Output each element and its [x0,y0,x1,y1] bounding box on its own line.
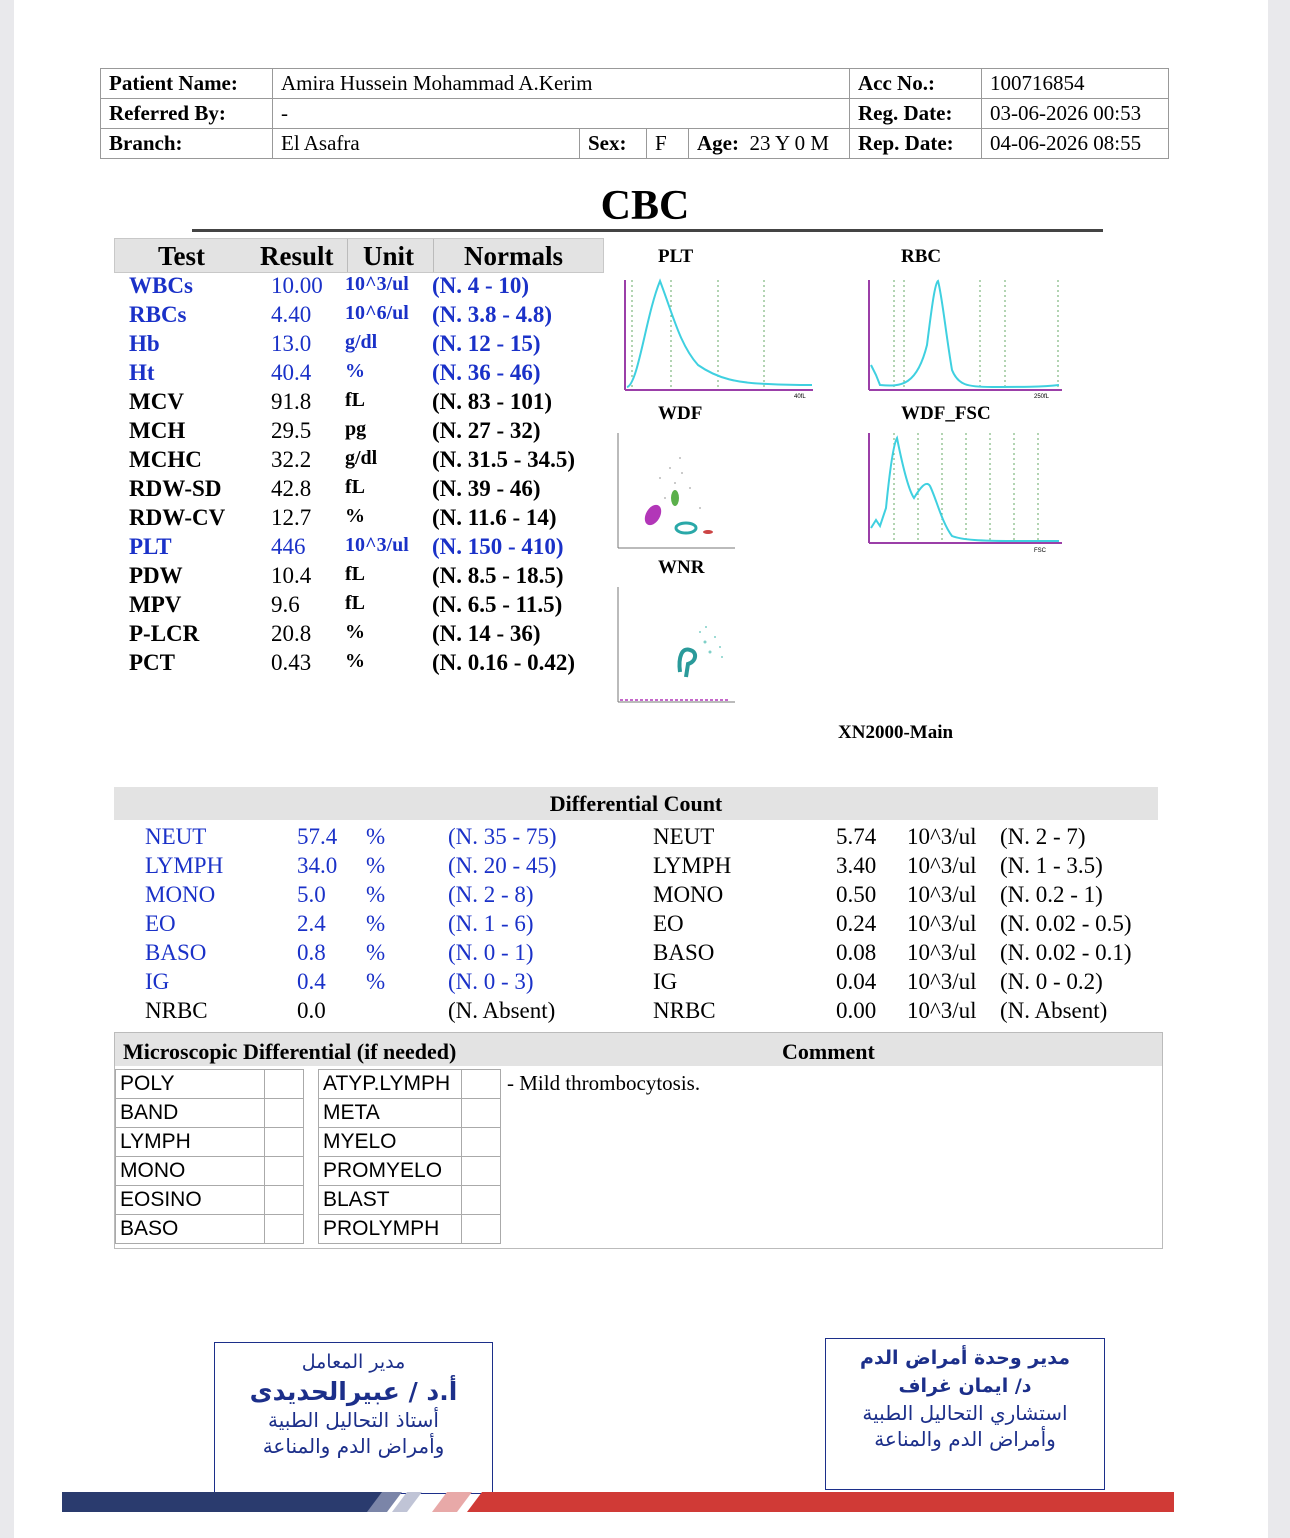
left-stamp-title1: أستاذ التحاليل الطبية [268,1408,439,1432]
differential-row [114,824,1164,853]
cell-value[interactable] [265,1099,304,1128]
diff-pct: 0.8 [297,940,326,965]
report-title: CBC [600,183,690,229]
fsc-axis-label: FSC [1034,548,1046,553]
diff-pct: 0.0 [297,998,326,1023]
microscopic-table [115,1069,501,1244]
cell-label: MYELO [319,1128,462,1157]
cbc-row [114,418,602,447]
microscopic-section [114,1032,1163,1249]
cell-gap [304,1215,319,1244]
cell-label: POLY [116,1070,265,1099]
col-result: Result [260,241,334,271]
referred-by: - [273,99,850,129]
cell-value[interactable] [265,1070,304,1099]
test-result: 42.8 [271,476,312,501]
col-normals: Normals [464,241,563,271]
test-name: RDW-CV [129,505,226,530]
test-name: WBCs [129,273,193,298]
diff-pct: 0.4 [297,969,326,994]
diff-abs-name: MONO [653,882,724,907]
test-normal: (N. 3.8 - 4.8) [432,302,553,327]
wnr-label: WNR [658,557,705,578]
diff-abs-unit: 10^3/ul [907,969,977,994]
cell-label: PROLYMPH [319,1215,462,1244]
diff-abs-name: BASO [653,940,715,965]
cell-label: EOSINO [116,1186,265,1215]
diff-abs: 0.04 [836,969,877,994]
diff-abs-normal: (N. 0.02 - 0.5) [1000,911,1132,936]
diff-pct-normal: (N. 1 - 6) [448,911,534,936]
test-name: PLT [129,534,172,559]
microscopic-row [116,1070,501,1099]
col-unit: Unit [363,241,415,271]
test-result: 20.8 [271,621,312,646]
cbc-row [114,273,602,302]
diff-pct-unit: % [366,824,386,849]
test-result: 13.0 [271,331,312,356]
test-name: P-LCR [129,621,200,646]
diff-name: NEUT [145,824,207,849]
test-unit: 10^6/ul [345,302,409,324]
diff-pct-normal: (N. 35 - 75) [448,824,557,849]
microscopic-row [116,1157,501,1186]
reg-date-label: Reg. Date: [850,99,982,129]
test-unit: 10^3/ul [345,273,409,295]
cell-label: MONO [116,1157,265,1186]
cell-label: LYMPH [116,1128,265,1157]
diff-name: LYMPH [145,853,224,878]
test-unit: g/dl [345,331,378,353]
cell-gap [304,1070,319,1099]
cbc-row [114,534,602,563]
test-unit: % [345,360,365,382]
cell-label: META [319,1099,462,1128]
test-name: MPV [129,592,182,617]
test-normal: (N. 31.5 - 34.5) [432,447,576,472]
test-name: Hb [129,331,160,356]
right-stamp-role: مدير وحدة أمراض الدم [860,1347,1070,1369]
differential-row [114,998,1164,1027]
test-result: 40.4 [271,360,312,385]
cbc-row [114,563,602,592]
diff-abs-name: NEUT [653,824,715,849]
test-normal: (N. 6.5 - 11.5) [432,592,563,617]
cell-value[interactable] [462,1070,501,1099]
rep-date: 04-06-2026 08:55 [982,129,1169,159]
cbc-row [114,331,602,360]
plt-histogram [618,275,818,400]
diff-name: MONO [145,882,216,907]
test-unit: % [345,505,365,527]
differential-row [114,940,1164,969]
rbc-hist-label: RBC [901,246,942,267]
cell-gap [304,1157,319,1186]
cbc-row [114,621,602,650]
microscopic-header [115,1033,1162,1066]
differential-row [114,911,1164,940]
test-name: MCHC [129,447,202,472]
diff-abs-unit: 10^3/ul [907,911,977,936]
cell-value[interactable] [265,1128,304,1157]
patient-header-table [100,68,1169,159]
test-result: 10.00 [271,273,323,298]
cell-gap [304,1099,319,1128]
diff-name: BASO [145,940,207,965]
test-unit: fL [345,563,365,585]
microscopic-row [116,1099,501,1128]
patient-name: Amira Hussein Mohammad A.Kerim [273,69,850,99]
cell-gap [304,1128,319,1157]
test-name: MCH [129,418,186,443]
diff-pct-unit: % [366,853,386,878]
test-name: MCV [129,389,184,414]
cbc-row [114,360,602,389]
plt-hist-label: PLT [658,246,694,267]
diff-pct: 34.0 [297,853,338,878]
test-unit: fL [345,389,365,411]
patient-name-label: Patient Name: [101,69,273,99]
diff-abs: 0.00 [836,998,877,1023]
wdf-fsc-histogram [862,428,1067,553]
diff-pct: 2.4 [297,911,326,936]
acc-no-label: Acc No.: [850,69,982,99]
diff-abs-normal: (N. Absent) [1000,998,1108,1023]
viewer-edge-left [0,0,14,1538]
cell-value[interactable] [462,1215,501,1244]
diff-abs-unit: 10^3/ul [907,853,977,878]
diff-pct-normal: (N. 2 - 8) [448,882,534,907]
diff-abs-unit: 10^3/ul [907,940,977,965]
diff-name: EO [145,911,176,936]
wdf-fsc-label: WDF_FSC [901,403,991,424]
diff-name: NRBC [145,998,208,1023]
test-result: 4.40 [271,302,312,327]
differential-row [114,882,1164,911]
diff-abs-name: LYMPH [653,853,732,878]
test-normal: (N. 36 - 46) [432,360,541,385]
acc-no: 100716854 [982,69,1169,99]
right-stamp-title1: استشاري التحاليل الطبية [862,1401,1068,1425]
diff-abs-normal: (N. 0.2 - 1) [1000,882,1103,907]
diff-abs-normal: (N. 2 - 7) [1000,824,1086,849]
cell-label: BASO [116,1215,265,1244]
reg-date: 03-06-2026 00:53 [982,99,1169,129]
cbc-row [114,476,602,505]
diff-abs-name: NRBC [653,998,716,1023]
cell-label: BAND [116,1099,265,1128]
cell-value[interactable] [265,1215,304,1244]
wdf-scattergram [610,428,740,553]
test-result: 32.2 [271,447,312,472]
col-test: Test [158,241,206,271]
diff-abs-unit: 10^3/ul [907,998,977,1023]
test-normal: (N. 14 - 36) [432,621,541,646]
diff-name: IG [145,969,170,994]
diff-abs-normal: (N. 0.02 - 0.1) [1000,940,1132,965]
microscopic-row [116,1186,501,1215]
test-result: 10.4 [271,563,312,588]
test-unit: % [345,650,365,672]
test-unit: pg [345,418,367,440]
test-result: 12.7 [271,505,312,530]
test-result: 29.5 [271,418,312,443]
diff-abs: 0.24 [836,911,877,936]
diff-pct-unit: % [366,969,386,994]
signature-stamp-right [825,1338,1105,1490]
cell-value[interactable] [462,1186,501,1215]
diff-abs-normal: (N. 0 - 0.2) [1000,969,1103,994]
diff-abs: 0.50 [836,882,877,907]
test-result: 9.6 [271,592,300,617]
comment-title: Comment [782,1039,875,1064]
diff-pct-unit: % [366,911,386,936]
age-label: Age: [697,131,739,155]
diff-abs-normal: (N. 1 - 3.5) [1000,853,1103,878]
cell-value[interactable] [265,1186,304,1215]
test-name: RDW-SD [129,476,222,501]
title-rule [192,229,1103,232]
cbc-row [114,592,602,621]
microscopic-row [116,1128,501,1157]
rbc-axis-label: 250fL [1034,394,1050,400]
left-stamp-name: أ.د / عبيرالحديدى [249,1377,458,1406]
test-normal: (N. 39 - 46) [432,476,541,501]
test-unit: 10^3/ul [345,534,409,556]
test-name: PDW [129,563,183,588]
test-unit: fL [345,476,365,498]
test-normal: (N. 8.5 - 18.5) [432,563,564,588]
cbc-row [114,389,602,418]
test-unit: % [345,621,365,643]
differential-header: Differential Count [114,787,1158,820]
diff-abs-name: IG [653,969,678,994]
test-normal: (N. 27 - 32) [432,418,541,443]
viewer-edge-right [1268,0,1290,1538]
diff-pct-normal: (N. Absent) [448,998,556,1023]
branch-label: Branch: [101,129,273,159]
differential-row [114,853,1164,882]
test-name: RBCs [129,302,187,327]
cbc-row [114,505,602,534]
cell-value[interactable] [462,1099,501,1128]
plt-axis-label: 40fL [794,394,806,400]
diff-abs-unit: 10^3/ul [907,824,977,849]
diff-abs: 3.40 [836,853,877,878]
cell-gap [304,1186,319,1215]
test-normal: (N. 4 - 10) [432,273,530,298]
differential-row [114,969,1164,998]
footer-color-bar [62,1492,1174,1512]
cell-label: PROMYELO [319,1157,462,1186]
left-stamp-title2: وأمراض الدم والمناعة [262,1434,445,1458]
test-result: 91.8 [271,389,312,414]
diff-pct-normal: (N. 20 - 45) [448,853,557,878]
branch: El Asafra [273,129,580,159]
diff-abs-unit: 10^3/ul [907,882,977,907]
test-normal: (N. 12 - 15) [432,331,541,356]
diff-pct-normal: (N. 0 - 1) [448,940,534,965]
wdf-label: WDF [658,403,703,424]
test-unit: fL [345,592,365,614]
right-stamp-title2: وأمراض الدم والمناعة [874,1427,1056,1451]
microscopic-row [116,1215,501,1244]
left-stamp-role: مدير المعامل [301,1351,406,1373]
test-result: 0.43 [271,650,312,675]
cbc-row [114,650,602,679]
wnr-scattergram [610,582,740,707]
test-name: PCT [129,650,175,675]
rbc-histogram [862,275,1067,400]
sex: F [647,129,689,159]
rep-date-label: Rep. Date: [850,129,982,159]
cbc-table-header [114,238,604,273]
diff-pct: 57.4 [297,824,338,849]
test-result: 446 [271,534,306,559]
diff-pct-unit: % [366,882,386,907]
cell-value[interactable] [265,1157,304,1186]
test-name: Ht [129,360,155,385]
age: 23 Y 0 M [749,131,830,155]
microscopic-title: Microscopic Differential (if needed) [123,1039,457,1064]
cell-label: BLAST [319,1186,462,1215]
diff-pct-unit: % [366,940,386,965]
diff-pct-normal: (N. 0 - 3) [448,969,534,994]
cell-value[interactable] [462,1157,501,1186]
cell-value[interactable] [462,1128,501,1157]
diff-abs: 5.74 [836,824,877,849]
test-normal: (N. 150 - 410) [432,534,564,559]
diff-abs-name: EO [653,911,684,936]
diff-pct: 5.0 [297,882,326,907]
right-stamp-name: د/ ايمان غراف [898,1375,1032,1397]
diff-abs: 0.08 [836,940,877,965]
comment-text: - Mild thrombocytosis. [507,1071,701,1095]
sex-label: Sex: [580,129,647,159]
age-cell [689,129,850,159]
signature-stamp-left [214,1342,493,1494]
test-normal: (N. 11.6 - 14) [432,505,557,530]
test-normal: (N. 0.16 - 0.42) [432,650,576,675]
analyzer-name: XN2000-Main [838,722,954,743]
cbc-row [114,447,602,476]
cell-label: ATYP.LYMPH [319,1070,462,1099]
referred-by-label: Referred By: [101,99,273,129]
test-unit: g/dl [345,447,378,469]
cbc-row [114,302,602,331]
test-normal: (N. 83 - 101) [432,389,553,414]
